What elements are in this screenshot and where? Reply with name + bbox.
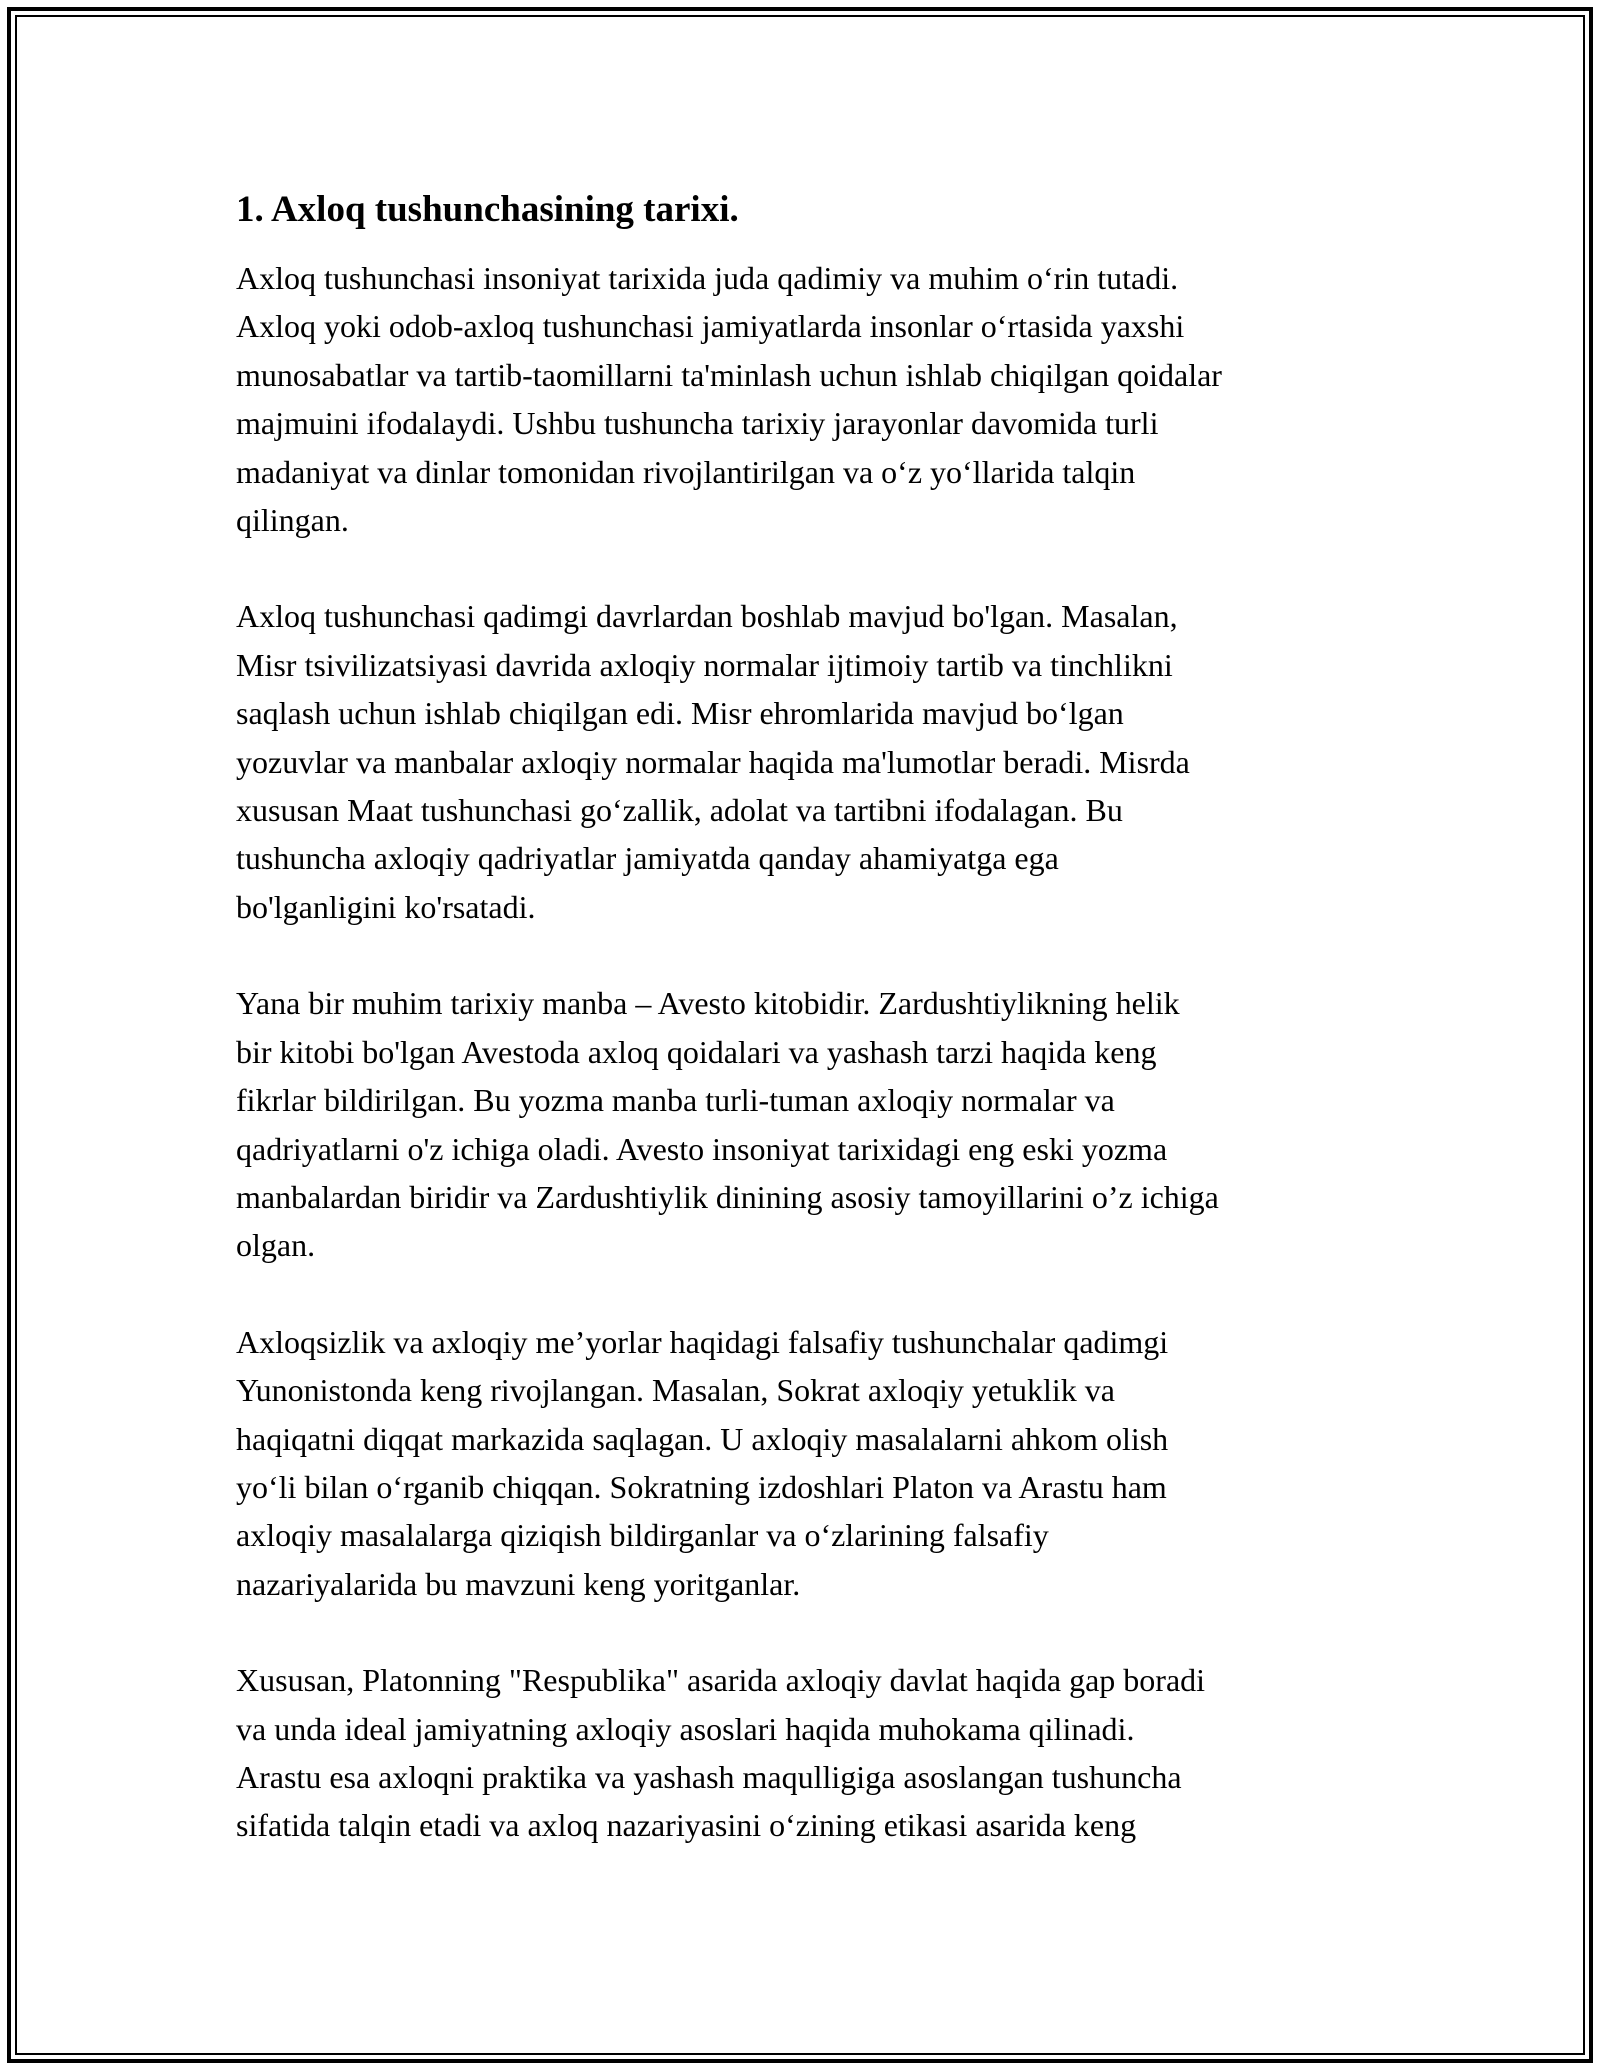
text-line: axloqiy masalalarga qiziqish bildirganlar va oʻzlarining falsafiy [236,1517,1049,1554]
section-heading: 1. Axloq tushunchasining tarixi. [236,189,739,230]
text-line: xususan Maat tushunchasi goʻzallik, adolat va tartibni ifodalagan. Bu [236,792,1123,829]
text-line: tushuncha axloqiy qadriyatlar jamiyatda qanday ahamiyatga ega [236,840,1059,877]
text-line: manbalardan biridir va Zardushtiylik dinining asosiy tamoyillarini o’z ichiga [236,1178,1219,1215]
text-line: munosabatlar va tartib-taomillarni ta'minlash uchun ishlab chiqilgan qoidalar [236,356,1222,393]
text-line: Axloq tushunchasi insoniyat tarixida juda qadimiy va muhim oʻrin tutadi. [236,260,1179,296]
paragraph-1 [236,254,1386,544]
text-line: majmuini ifodalaydi. Ushbu tushuncha tarixiy jarayonlar davomida turli [236,405,1159,442]
text-line: qilingan. [236,502,349,539]
text-line: Yunonistonda keng rivojlangan. Masalan, Sokrat axloqiy yetuklik va [236,1372,1115,1409]
text-line: Arastu esa axloqni praktika va yashash maqulligiga asoslangan tushuncha [236,1758,1182,1795]
text-line: madaniyat va dinlar tomonidan rivojlantirilgan va oʻz yoʻllarida talqin [236,453,1136,490]
paragraph-4 [236,1318,1386,1608]
text-line: Axloq tushunchasi qadimgi davrlardan boshlab mavjud bo'lgan. Masalan, [236,598,1178,635]
text-line: Axloq yoki odob-axloq tushunchasi jamiyatlarda insonlar oʻrtasida yaxshi [236,308,1185,345]
text-line: saqlash uchun ishlab chiqilgan edi. Misr ehromlarida mavjud boʻlgan [236,695,1124,732]
text-line: fikrlar bildirilgan. Bu yozma manba turli-tuman axloqiy normalar va [236,1082,1115,1119]
text-line: olgan. [236,1227,316,1264]
document-body [236,186,1386,1898]
text-line: sifatida talqin etadi va axloq nazariyasini oʻzining etikasi asarida keng [236,1807,1137,1844]
text-line: bir kitobi bo'lgan Avestoda axloq qoidalari va yashash tarzi haqida keng [236,1033,1157,1070]
text-line: bo'lganligini ko'rsatadi. [236,888,536,925]
text-line: yozuvlar va manbalar axloqiy normalar haqida ma'lumotlar beradi. Misrda [236,743,1190,780]
text-line: Axloqsizlik va axloqiy me’yorlar haqidagi falsafiy tushunchalar qadimgi [236,1323,1169,1360]
text-line: qadriyatlarni o'z ichiga oladi. Avesto insoniyat tarixidagi eng eski yozma [236,1130,1168,1167]
paragraph-5 [236,1656,1386,1850]
text-line: Xususan, Platonning "Respublika" asarida axloqiy davlat haqida gap boradi [236,1662,1206,1699]
text-line: nazariyalarida bu mavzuni keng yoritganlar. [236,1565,801,1602]
text-line: Misr tsivilizatsiyasi davrida axloqiy normalar ijtimoiy tartib va tinchlikni [236,646,1173,683]
paragraph-2 [236,592,1386,931]
text-line: haqiqatni diqqat markazida saqlagan. U axloqiy masalalarni ahkom olish [236,1420,1169,1457]
text-line: yoʻli bilan oʻrganib chiqqan. Sokratning izdoshlari Platon va Arastu ham [236,1468,1167,1505]
text-line: va unda ideal jamiyatning axloqiy asoslari haqida muhokama qilinadi. [236,1710,1135,1747]
text-line: Yana bir muhim tarixiy manba – Avesto kitobidir. Zardushtiylikning helik [236,985,1180,1022]
paragraph-3 [236,979,1386,1269]
